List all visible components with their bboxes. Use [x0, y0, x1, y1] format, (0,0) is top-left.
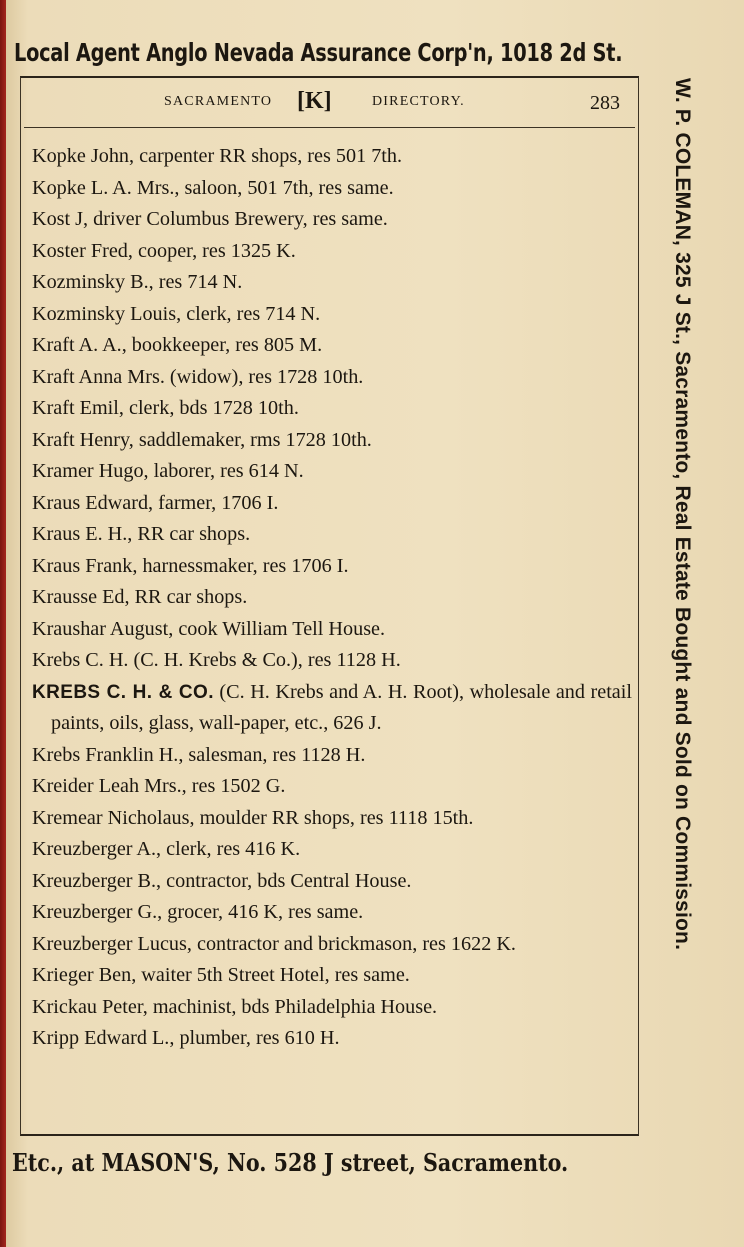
- directory-entry: [32, 425, 632, 457]
- directory-entry: [32, 645, 632, 677]
- directory-entry: [32, 1023, 632, 1055]
- directory-entry: [32, 141, 632, 173]
- directory-entry: [32, 204, 632, 236]
- entry-text: Krebs Franklin H., salesman, res 1128 H.: [32, 743, 366, 766]
- entry-text: Krebs C. H. (C. H. Krebs & Co.), res 1128 H.: [32, 649, 401, 671]
- entry-text: Kremear Nicholaus, moulder RR shops, res 1118 15th.: [32, 806, 474, 829]
- directory-entry: [32, 236, 632, 268]
- entry-text: Kraus Edward, farmer, 1706 I.: [32, 491, 279, 514]
- directory-entry: [32, 488, 632, 520]
- entry-text: (C. H. Krebs and A. H. Root), wholesale and retail paints, oils, glass, wall-paper, etc., 626 J.: [51, 680, 632, 734]
- directory-entries-list: [32, 141, 632, 1055]
- directory-entry: [32, 614, 632, 646]
- page-number: 283: [590, 92, 620, 114]
- book-spine-edge: [0, 0, 6, 1247]
- top-advertisement-banner: Local Agent Anglo Nevada Assurance Corp'n, 1018 2d St.: [14, 38, 623, 67]
- entry-text: Kripp Edward L., plumber, res 610 H.: [32, 1027, 340, 1049]
- directory-entry: [32, 551, 632, 583]
- entry-text: Kost J, driver Columbus Brewery, res same.: [32, 208, 388, 230]
- entry-text: Kreuzberger B., contractor, bds Central House.: [32, 869, 412, 892]
- directory-entry: [32, 992, 632, 1024]
- directory-entry: [32, 677, 632, 740]
- running-head-title: DIRECTORY.: [372, 94, 465, 109]
- directory-entry: [32, 960, 632, 992]
- entry-text: Kreuzberger Lucus, contractor and brickmason, res 1622 K.: [32, 932, 516, 955]
- entry-text: Kraus Frank, harnessmaker, res 1706 I.: [32, 554, 349, 577]
- entry-text: Koster Fred, cooper, res 1325 K.: [32, 239, 296, 262]
- side-advertisement: W. P. COLEMAN, 325 J St., Sacramento, Real Estate Bought and Sold on Commission.: [671, 78, 694, 951]
- entry-text: Kreuzberger G., grocer, 416 K, res same.: [32, 901, 364, 923]
- running-head: [20, 88, 634, 118]
- directory-entry: [32, 456, 632, 488]
- directory-entry: [32, 582, 632, 614]
- bottom-advertisement-banner: Etc., at MASON'S, No. 528 J street, Sacramento.: [12, 1148, 569, 1177]
- entry-business-name: KREBS C. H. & CO.: [32, 681, 214, 703]
- directory-entry: [32, 173, 632, 205]
- entry-text: Kopke John, carpenter RR shops, res 501 7th.: [32, 145, 403, 167]
- header-rule: [24, 127, 635, 128]
- entry-text: Kozminsky B., res 714 N.: [32, 271, 243, 293]
- entry-text: Kozminsky Louis, clerk, res 714 N.: [32, 302, 321, 325]
- directory-entry: [32, 330, 632, 362]
- directory-entry: [32, 771, 632, 803]
- directory-entry: [32, 519, 632, 551]
- directory-entry: [32, 393, 632, 425]
- running-head-city: SACRAMENTO: [164, 94, 273, 109]
- directory-entry: [32, 897, 632, 929]
- entry-text: Kraft Henry, saddlemaker, rms 1728 10th.: [32, 428, 372, 451]
- entry-text: Kreider Leah Mrs., res 1502 G.: [32, 775, 286, 797]
- entry-text: Kopke L. A. Mrs., saloon, 501 7th, res same.: [32, 176, 394, 199]
- directory-entry: [32, 834, 632, 866]
- directory-entry: [32, 740, 632, 772]
- running-head-section-letter: [K]: [297, 88, 332, 114]
- entry-text: Krausse Ed, RR car shops.: [32, 586, 248, 608]
- entry-text: Kreuzberger A., clerk, res 416 K.: [32, 838, 301, 860]
- entry-text: Krickau Peter, machinist, bds Philadelphia House.: [32, 995, 438, 1018]
- directory-entry: [32, 362, 632, 394]
- directory-entry: [32, 866, 632, 898]
- entry-text: Kraft Anna Mrs. (widow), res 1728 10th.: [32, 365, 364, 388]
- entry-text: Kraus E. H., RR car shops.: [32, 523, 251, 545]
- entry-text: Kraushar August, cook William Tell House.: [32, 617, 386, 640]
- entry-text: Kramer Hugo, laborer, res 614 N.: [32, 460, 304, 482]
- entry-text: Krieger Ben, waiter 5th Street Hotel, res same.: [32, 964, 410, 986]
- directory-entry: [32, 299, 632, 331]
- entry-text: Kraft Emil, clerk, bds 1728 10th.: [32, 397, 299, 419]
- directory-entry: [32, 267, 632, 299]
- directory-entry: [32, 929, 632, 961]
- entry-text: Kraft A. A., bookkeeper, res 805 M.: [32, 334, 323, 356]
- directory-entry: [32, 803, 632, 835]
